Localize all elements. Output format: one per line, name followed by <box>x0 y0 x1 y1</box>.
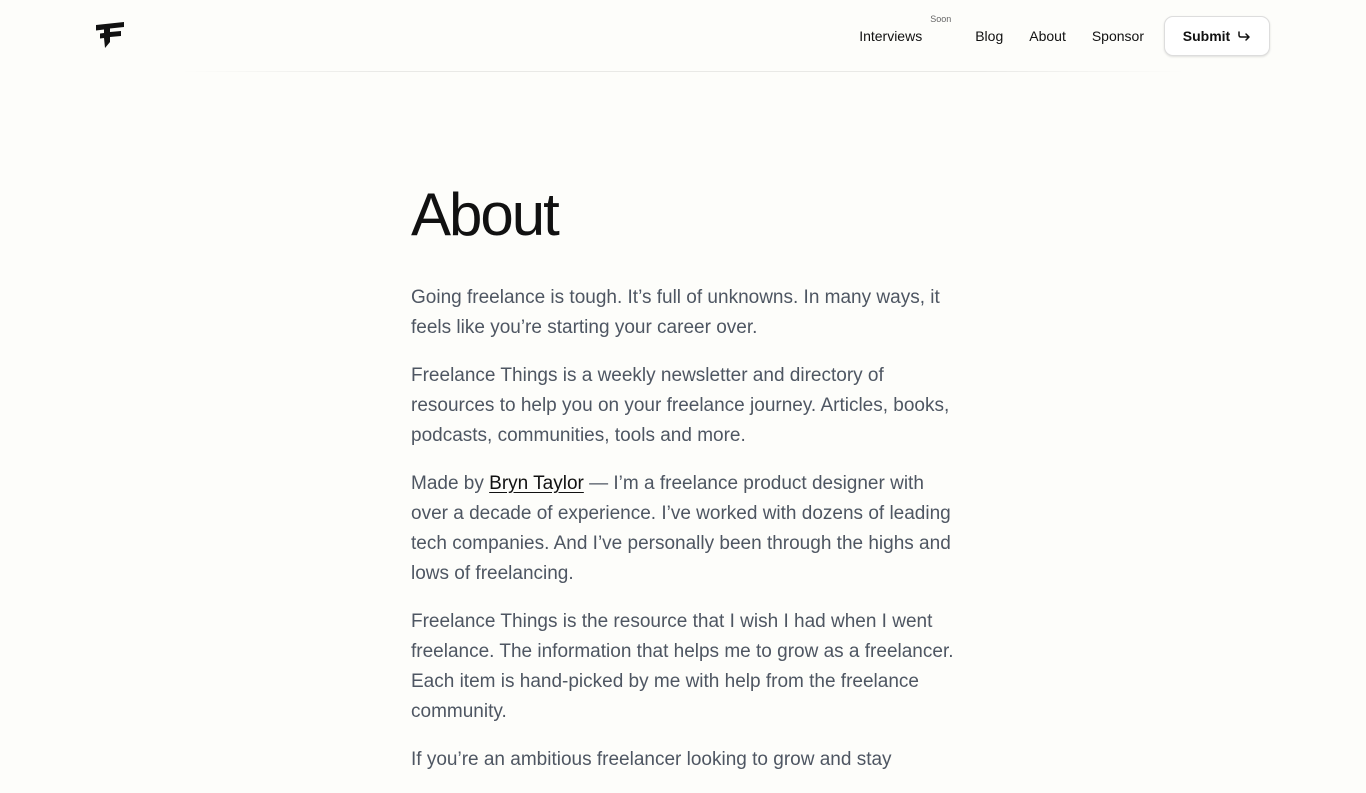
made-by-prefix: Made by <box>411 473 490 494</box>
freelance-things-logo-icon[interactable] <box>94 19 126 51</box>
main-nav <box>859 16 1270 56</box>
arrow-return-icon <box>1237 29 1251 43</box>
made-by-suffix: — I’m a freelance product designer with over a decade of experience. I’ve worked with dozens of leading tech companies. And I’ve personally been through the highs and lows of freelancing. <box>411 473 951 584</box>
made-by-paragraph <box>411 469 956 589</box>
nav-link-sponsor[interactable]: Sponsor <box>1091 28 1144 44</box>
intro-paragraph: Going freelance is tough. It’s full of unknowns. In many ways, it feels like you’re starting your career over. <box>411 287 940 338</box>
header-divider <box>180 71 1186 72</box>
author-link[interactable]: Bryn Taylor <box>489 473 584 494</box>
page-title: About <box>411 181 558 248</box>
site-header <box>0 0 1366 72</box>
submit-button[interactable] <box>1164 16 1270 56</box>
motivation-paragraph: Freelance Things is the resource that I wish I had when I went freelance. The information that helps me to grow as a freelancer. Each item is hand-picked by me with help from the freelance community. <box>411 611 954 722</box>
soon-badge: Soon <box>930 14 952 24</box>
audience-paragraph: If you’re an ambitious freelancer looking to grow and stay <box>411 749 892 770</box>
about-content <box>411 170 956 793</box>
description-paragraph: Freelance Things is a weekly newsletter and directory of resources to help you on your freelance journey. Articles, books, podcasts, communities, tools and more. <box>411 365 950 446</box>
submit-button-label: Submit <box>1182 28 1231 44</box>
nav-link-interviews[interactable] <box>859 16 951 56</box>
nav-interviews-label: Interviews <box>859 28 923 44</box>
nav-link-about[interactable]: About <box>1029 28 1066 44</box>
nav-link-blog[interactable]: Blog <box>975 28 1004 44</box>
